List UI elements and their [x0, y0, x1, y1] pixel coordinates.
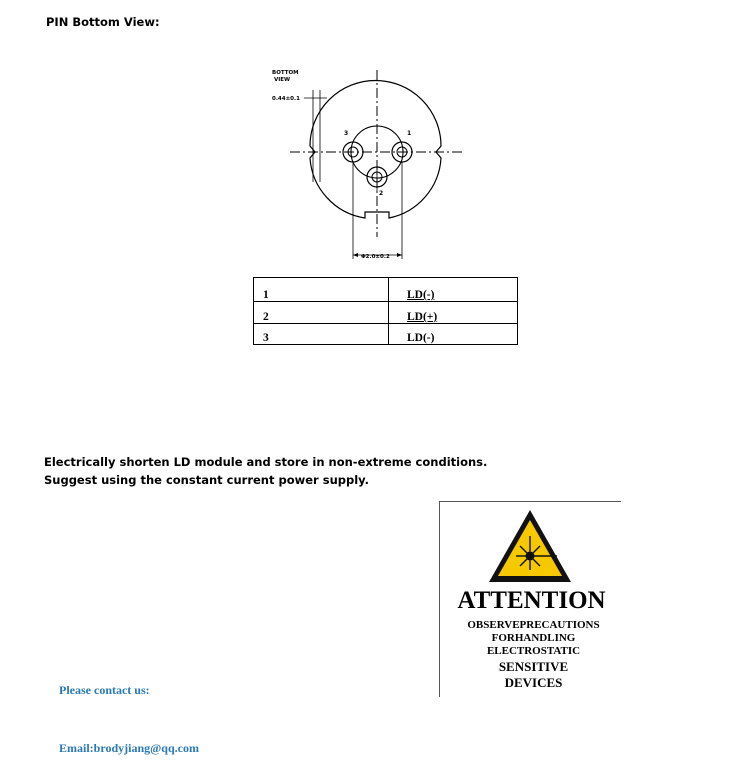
- bottom-view-label: BOTTOM: [272, 70, 299, 76]
- pin-number-cell: 1: [254, 278, 389, 302]
- bottom-view-label-2: VIEW: [274, 77, 291, 83]
- pin-function-cell: [389, 278, 518, 302]
- pin-function-text: LD(+): [407, 311, 438, 323]
- power-supply-note: Suggest using the constant current power supply.: [44, 473, 369, 487]
- pin-function-cell: LD(-): [389, 324, 518, 345]
- storage-note: Electrically shorten LD module and store in non-extreme conditions.: [44, 455, 488, 469]
- esd-warning-label: [439, 501, 621, 697]
- pin-number-cell: 3: [254, 324, 389, 345]
- warning-line: OBSERVEPRECAUTIONS: [467, 619, 600, 631]
- dimension-top-label: 0.44±0.1: [272, 96, 300, 102]
- warning-line: ELECTROSTATIC: [486, 645, 581, 657]
- warning-title: ATTENTION: [457, 587, 606, 614]
- warning-line: FORHANDLING: [491, 632, 576, 644]
- laser-warning-icon: [487, 508, 573, 584]
- pin-2-label: 2: [379, 190, 384, 197]
- table-row: [254, 324, 518, 345]
- pin-number-cell: 2: [254, 302, 389, 324]
- header-outline: [310, 81, 441, 219]
- pin-function-text: LD(-): [407, 289, 435, 301]
- contact-prompt: Please contact us:: [59, 683, 150, 697]
- pin-function-cell: [389, 302, 518, 324]
- pin-1-label: 1: [407, 130, 412, 137]
- pin-3-label: 3: [344, 130, 349, 137]
- table-row: [254, 278, 518, 302]
- table-row: [254, 302, 518, 324]
- pin-bottom-view-diagram: [265, 62, 480, 270]
- warning-line: DEVICES: [504, 675, 563, 690]
- warning-line: SENSITIVE: [498, 659, 569, 674]
- section-heading: PIN Bottom View:: [46, 15, 160, 29]
- contact-email-link[interactable]: Email:brodyjiang@qq.com: [59, 741, 199, 755]
- dimension-bottom-label: Φ2.0±0.2: [361, 254, 390, 260]
- pin-assignment-table: [253, 277, 518, 345]
